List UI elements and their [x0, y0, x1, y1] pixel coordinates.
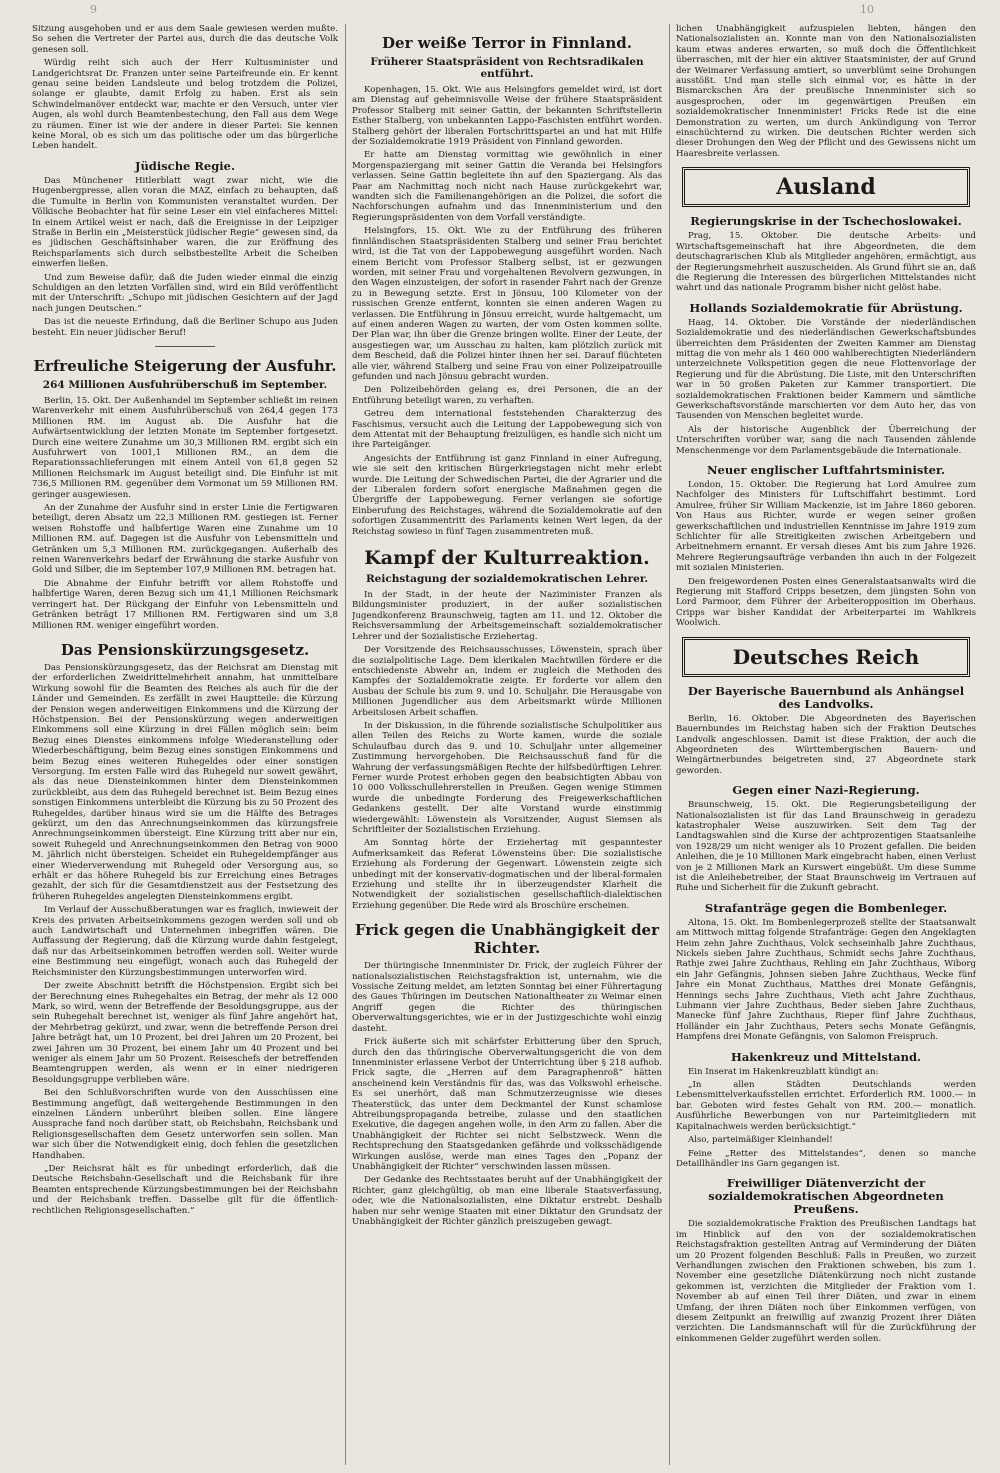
divider-rule: [155, 346, 215, 347]
article-paragraph: Der Gedanke des Rechtsstaates beruht auf der Unabhängigkeit der Richter, ganz gleichgültig, ob man eine liberale Staatsverfassung, oder, wie die Nationalsozialisten, eine Diktatur erstrebt. Deshalb haben nur sehr wenige Staaten mit einer Diktatur den Grundsatz der Unabhängigkeit der Richter gänzlich preiszugeben gewagt.: [352, 1175, 662, 1227]
article-paragraph: lichen Unabhängigkeit aufzuspielen liebten, hängen den Nationalsozialisten an. Konnte man von den Nationalsozialisten kaum etwas anderes erwarten, so muß doch die Öffentlichkeit überraschen, mit der hier ein aktiver Staatsminister, der auf Grund der Weimarer Verfassung amtiert, so unverblümt seine Drohungen ausstößt. Und man stelle sich einmal vor, es hätte in der Bismarckschen Ära der preußische Innenminister sich so ausgesprochen, oder im gegenwärtigen Preußen ein sozialdemokratischer Innenminister! Fricks Rede ist die eine Demonstration zu werten, um durch Ankündigung von Terror einschüchternd zu wirken. Die deutschen Richter werden sich dieser Drohungen den Weg der Pflicht und des Gewissens nicht um Haaresbreite verlassen.: [676, 24, 976, 159]
column-3: [676, 24, 976, 1465]
article-paragraph: Am Sonntag hörte der Erziehertag mit gespanntester Aufmerksamkeit das Referat Löwensteins über: Die sozialistische Erziehung als Forderung der Gegenwart. Löwenstein zeigte sich unbedingt mit der konservativ-dogmatischen und der liberal-formalen Erziehung und stellte ihr in überzeugendster Klarheit die Notwendigkeit der sozialistischen gesellschaftlich-dialektischen Erziehung gegenüber. Die Rede wird als Broschüre erscheinen.: [352, 838, 662, 911]
article-paragraph: Als der historische Augenblick der Überreichung der Unterschriften vorüber war, sang die nach Tausenden zählende Menschenmenge vor dem Parlamentsgebäude die Internationale.: [676, 424, 976, 456]
article-paragraph: Den freigewordenen Posten eines Generalstaatsanwalts wird die Regierung mit Stafford Cripps besetzen, dem jüngsten Sohn von Lord Parmoor, dem Führer der Arbeiteropposition im Oberhaus. Cripps war bisher Kandidat der Arbeiterpartei im Wahlkreis Woolwich.: [676, 576, 976, 629]
article-paragraph: Er hatte am Dienstag vormittag wie gewöhnlich in einer Morgenspaziergang mit seiner Gattin die Veranda bei Helsingfors verlassen. Seine Gattin begleitete ihn auf den Spaziergang. Als das Paar am Nachmittag noch nicht nach Hause zurückgekehrt war, wandten sich die Familienangehörigen an die Polizei, die sofort die Nachforschungen aufnahm und das Innenministerium und den Regierungspräsidenten von dem Vorfall verständigte.: [352, 150, 662, 223]
headline-pension: Das Pensionskürzungsgesetz.: [60, 640, 310, 659]
article-paragraph: Prag, 15. Oktober. Die deutsche Arbeits- und Wirtschaftsgemeinschaft hat ihre Abgeordneten, die dem deutschagrarischen Klub als Mitglieder angehören, ermächtigt, aus der Regierungsmehrheit auszuscheiden. Als Grund führt sie an, daß die Regierung die Interessen des bürgerlichen Mittelstandes nicht wahrt und das nationale Programm bisher nicht gelöst habe.: [676, 231, 976, 294]
column-2: [352, 24, 662, 1465]
article-paragraph: In der Stadt, in der heute der Naziminister Franzen als Bildungsminister produziert, in der außer sozialistischen Jugendkonferenz Braunschweig, tagten am 11. und 12. Oktober die Reichsversammlung der Arbeitsgemeinschaft sozialdemokratischer Lehrer und der Sozialistische Erziehertag.: [352, 590, 662, 642]
article-paragraph: Würdig reiht sich auch der Herr Kultusminister und Landgerichtsrat Dr. Franzen unter seine Parteifreunde ein. Er kennt genau seine beiden Landsleute und belog trotzdem die Polizei, solange er glaubte, damit Erfolg zu haben. Erst als sein Schwindelmanöver entdeckt war, machte er den Versuch, unter vier Augen, als wohl durch Beamtenbestechung, den Fall aus dem Wege zu räumen. Einer ist wie der andere in dieser Partei: Sie kennen keine Moral, ob es sich um das politische oder um das bürgerliche Leben handelt.: [32, 58, 338, 152]
article-paragraph: Berlin, 15. Okt. Der Außenhandel im September schließt im reinen Warenverkehr mit einem Ausfuhrüberschuß von 264,4 gegen 173 Millionen RM. im August ab. Die Ausfuhr hat die Aufwärtsentwicklung der letzten Monate im September fortgesetzt. Durch eine weitere Zunahme um 30,3 Millionen RM. ergibt sich ein Ausfuhrwert von 1001,1 Millionen RM., an dem die Reparationssachlieferungen mit einem Anteil von 61,8 gegen 52 Millionen Reichsmark im August beteiligt sind. Die Einfuhr ist mit 736,5 Millionen RM. gegenüber dem Vormonat um 59 Millionen RM. geringer ausgewiesen.: [32, 395, 338, 500]
article-paragraph: „Der Reichsrat hält es für unbedingt erforderlich, daß die Deutsche Reichsbahn-Gesellschaft und die Reichsbank für ihre Beamten entsprechende Kürzungsbestimmungen bei der Reichsbahn und der Reichsbank treffen. Dasselbe gilt für die öffentlich-rechtlichen Religionsgesellschaften.“: [32, 1164, 338, 1216]
article-paragraph: Den Polizeibehörden gelang es, drei Personen, die an der Entführung beteiligt waren, zu verhaften.: [352, 385, 662, 406]
masthead: [0, 0, 1000, 22]
article-paragraph: Feine „Retter des Mittelstandes“, denen so manche Detaillhändler ins Garn gegangen ist.: [676, 1148, 976, 1169]
headline-hakenkreuz: Hakenkreuz und Mittelstand.: [730, 1049, 922, 1064]
headline-england: Neuer englischer Luftfahrtsminister.: [707, 463, 945, 477]
headline-ausfuhr: Erfreuliche Steigerung der Ausfuhr.: [33, 356, 337, 375]
section-header-ausland: Ausland: [682, 167, 970, 207]
article-paragraph: Das Pensionskürzungsgesetz, das der Reichsrat am Dienstag mit der erforderlichen Zweidrittelmehrheit annahm, hat unmittelbare Wirkung sowohl für die Beamten des Reiches als auch für die der Länder und Gemeinden. Es zerfällt in zwei Hauptteile: die Kürzung der Pension wegen anderweitigen Einkommens und die Kürzung der Höchstpension. Bei der Pensionskürzung wegen anderweitigen Einkommens soll eine Kürzung in drei Fällen möglich sein: beim Bezug eines Dienstes einkommens infolge Wiederanstellung oder Wiederbeschäftigung, beim Bezug eines sonstigen Einkommens und beim Bezug eines weiteren Ruhegeldes oder einer sonstigen Versorgung. Im ersten Falle wird das Ruhegeld nur soweit gewährt, als das neue Diensteinkommen hinter dem Diensteinkommen zurückbleibt, aus dem das Ruhegeld berechnet ist. Beim Bezug eines sonstigen Einkommens unterbleibt die Kürzung bis zu 50 Prozent des Ruhegeldes, darüber hinaus wird sie um die Hälfte des Betrages gekürzt, um den das Anrechnungseinkommen das kürzungsfreie Anrechnungseinkommen übersteigt. Eine Kürzung tritt aber nur ein, soweit Ruhegeld und Anrechnungseinkommen den Betrag von 9000 M. jährlich nicht übersteigen. Scheidet ein Ruhegeldempfänger aus einer Wiederverwendung mit Ruhegeld oder Versorgung aus, so erhält er das höhere Ruhegeld bis zur Erreichung eines Betrages gezahlt, der sich für die Gesamtdienstzeit aus der Festsetzung des früheren Ruhegeldes angelegten Diensteinkommens ergibt.: [32, 662, 338, 902]
subheadline-terror: Früherer Staatspräsident von Rechtsradikalen entführt.: [370, 56, 644, 80]
article-paragraph: Also, parteimäßiger Kleinhandel!: [688, 1135, 833, 1146]
section-header-deutsches-reich: Deutsches Reich: [682, 637, 970, 677]
article-paragraph: Angesichts der Entführung ist ganz Finnland in einer Aufregung, wie sie seit den kritischen Bürgerkriegstagen nicht mehr erlebt wurde. Die Leitung der Schwedischen Partei, die der Agrarier und die der Liberalen fordern sofort energische Maßnahmen gegen die Übergriffe der Lappobewegung. Ferner verlangen sie sofortige Einberufung des Reichstages, während die Sozialdemokratie auf den sofortigen Zusammentritt des Parlaments keinen Wert legen, da der Reichstag sowieso in fünf Tagen zusammentreten muß.: [352, 453, 662, 537]
article-paragraph: Der zweite Abschnitt betrifft die Höchstpension. Ergibt sich bei der Berechnung eines Ruhegehaltes ein Betrag, der mehr als 12 000 Mark, so wird, wenn der Betreffende der Besoldungsgruppe, aus der sein Ruhegehalt berechnet ist, weniger als fünf Jahre angehört hat, der Mehrbetrag gekürzt, und zwar, wenn die betreffende Person drei Jahre beträgt hat, um 10 Prozent, bei drei Jahren um 20 Prozent, bei zwei Jahren um 30 Prozent, bei einem Jahr um 40 Prozent und bei weniger als einem Jahr um 50 Prozent. Reiseschefs der betreffenden Beamtengruppen werden, als wenn er in einer niedrigeren Besoldungsgruppe verblieben wäre.: [32, 981, 338, 1085]
article-paragraph: Das Münchener Hitlerblatt wagt zwar nicht, wie die Hugenbergpresse, allen voran die MAZ, einfach zu behaupten, daß die Tumulte in Berlin von Kommunisten veranstaltet wurden. Der Völkische Beobachter hat für seine Leser ein viel einfacheres Mittel: In einem Artikel weist er nach, daß die Ereignisse in der Leipziger Straße in Berlin ein „Meisterstück jüdischer Regie“ gewesen sind, da es jüdischen Geschäftsinhaber waren, die zur Eröffnung des Reichsparlaments sich durch selbstbestellte Arbeit die Scheiben einwerfen ließen.: [32, 175, 338, 270]
headline-frick: Frick gegen die Unabhängigkeit der Richter.: [355, 921, 659, 958]
headline-juedische-regie: Jüdische Regie.: [135, 158, 235, 173]
article-paragraph: Die Abnahme der Einfuhr betrifft vor allem Rohstoffe und halbfertige Waren, deren Bezug sich um 41,1 Millionen Reichsmark verringert hat. Der Rückgang der Einfuhr von Lebensmitteln und Getränken beträgt 17 Millionen RM. Fertigwaren sind um 3,8 Millionen RM. weniger eingeführt worden.: [32, 578, 338, 631]
column-1: [32, 24, 338, 1465]
article-paragraph: Der thüringische Innenminister Dr. Frick, der zugleich Führer der nationalsozialistischen Reichstagsfraktion ist, unternahm, wie die Vossische Zeitung meldet, am letzten Sonntag bei einer Führertagung des Gaues Thüringen im Deutschen Nationaltheater zu Weimar einen Angriff gegen die Richter des thüringischen Oberverwaltungsgerichtes, wie er in der Justizgeschichte wohl einzig dasteht.: [352, 961, 662, 1034]
article-paragraph: Das ist die neueste Erfindung, daß die Berliner Schupo aus Juden besteht. Ein neuer jüdischer Beruf!: [32, 317, 338, 338]
article-paragraph: Kopenhagen, 15. Okt. Wie aus Helsingfors gemeldet wird, ist dort am Dienstag auf geheimnisvolle Weise der frühere Staatspräsident Professor Stalberg mit seiner Gattin, der bekannten Schriftstellerin Esther Stalberg, von unbekannten Lappo-Faschisten entführt worden. Stalberg gehört der liberalen Fortschrittspartei an und hat mit Hilfe der Sozialdemokratie 1919 Präsident von Finnland geworden.: [352, 85, 662, 148]
article-paragraph: Ein Inserat im Hakenkreuzblatt kündigt an:: [688, 1066, 879, 1077]
subheadline-kulturreaktion: Reichstagung der sozialdemokratischen Lehrer.: [365, 573, 649, 586]
headline-terror: Der weiße Terror in Finnland.: [382, 34, 632, 52]
headline-diaetenverzicht: Freiwilliger Diätenverzicht der sozialdemokratischen Abgeordneten Preußens.: [708, 1176, 944, 1217]
article-paragraph: Bei den Schlußvorschriften wurde von den Ausschüssen eine Bestimmung angefügt, daß weitergehende Bestimmungen in den einzelnen Ländern unberührt bleiben sollen. Eine längere Aussprache fand noch darüber statt, ob Reichsbahn, Reichsbank und Religionsgesellschaften dem Gesetz unterworfen sein sollen. Man war sich über die Notwendigkeit einig, doch fehlen die gesetzlichen Handhaben.: [32, 1088, 338, 1161]
column-divider: [345, 24, 346, 1465]
article-paragraph: Helsingfors, 15. Okt. Wie zu der Entführung des früheren finnländischen Staatspräsidenten Stalberg und seiner Frau berichtet wird, ist die Tat von der Lappobewegung ausgeführt worden. Nach einem Bericht vom Professor Stalberg selbst, ist er gezwungen worden, mit seiner Frau und vorgehaltenen Revolvern gezwungen, in den Wagen einzusteigen, der sofort in rasender Fahrt nach der Grenze zu in Bewegung setzte. Erst in Jönsuu, 100 Kilometer von der russischen Grenze entfernt, konnten sie einen anderen Wagen zu verlassen. Die Entführung in Jönsuu erreicht, wurde haltgemacht, um auf einen anderen Wagen zu warten, der vom Osten kommen sollte. Der Plan war, ihn über die Grenze bringen wollte. Einer der Leute, der ausgestiegen war, um Ausschau zu halten, kam plötzlich zurück mit dem Bescheid, daß die Polizei hinter ihnen her sei. Darauf flüchteten alle vier, während Stalberg und seine Frau von einer Polizeipatrouille gefunden und nach Jönsuu gebracht wurden.: [352, 226, 662, 382]
subheadline-ausfuhr: 264 Millionen Ausfuhrüberschuß im September.: [42, 378, 328, 391]
article-paragraph: Haag, 14. Oktober. Die Vorstände der niederländischen Sozialdemokratie und des niederländischen Gewerkschaftsbundes überreichten dem Präsidenten der Zweiten Kammer am Dienstag mittag die von mehr als 1 460 000 wahlberechtigten Niederländern unterzeichnete Volkspetition gegen die neue Flottenvorlage der Regierung und für die Abrüstung. Die Liste, mit den Unterschriften war in 50 großen Paketen zur Kammer transportiert. Die sozialdemokratischen Fraktionen beider Kammern und sämtliche Gewerkschaftsvorstände marschierten vor dem Auto her, das von Tausenden von Menschen begleitet wurde.: [676, 317, 976, 422]
masthead-right: 10: [860, 3, 874, 16]
headline-tschechoslowakei: Regierungskrise in der Tschechoslowakei.: [690, 214, 962, 229]
headline-bauernbund: Der Bayerische Bauernbund als Anhängsel des Landvolks.: [687, 683, 965, 711]
article-paragraph: Im Verlauf der Ausschußberatungen war es fraglich, inwieweit der Kreis des privaten Arbeitseinkommens gezogen werden soll und ob auch Landwirtschaft und Unternehmen inbegriffen wären. Die Auffassung der Regierung, daß die Kürzung wurde dahin festgelegt, daß nur das Arbeitseinkommen betroffen werden soll. Weiter wurde eine Bestimmung neu eingefügt, wonach auch das Ruhegeld der Reichsminister den Kürzungsbestimmungen unterworfen wird.: [32, 905, 338, 978]
headline-holland: Hollands Sozialdemokratie für Abrüstung.: [689, 300, 963, 315]
article-paragraph: Sitzung ausgehoben und er aus dem Saale gewiesen werden mußte. So sehen die Vertreter der Partei aus, durch die das deutsche Volk genesen soll.: [32, 24, 338, 55]
article-paragraph: Die sozialdemokratische Fraktion des Preußischen Landtags hat im Hinblick auf den von der sozialdemokratischen Reichstagsfraktion gestellten Antrag auf Verminderung der Diäten um 20 Prozent folgenden Beschluß: Falls in Preußen, wo zurzeit Verhandlungen zwischen den Fraktionen schweben, bis zum 1. November eine gesetzliche Diätenkürzung noch nicht zustande gekommen ist, verzichten die Mitglieder der Fraktion vom 1. November ab auf einen Teil ihrer Diäten, und zwar in einem Umfang, der ihren Diäten noch über Einkommen verfügen, von diesem Zeitpunkt an freiwillig auf zwanzig Prozent ihrer Diäten verzichten. Die Landsmannschaft will für die Zurückführung der einkommenen Gelder zugeführt werden sollen.: [676, 1219, 976, 1344]
article-paragraph: In der Diskussion, in die führende sozialistische Schulpolitiker aus allen Teilen des Reichs zu Worte kamen, wurde die soziale Schulaufbau durch das 9. und 10. Schuljahr unter allgemeiner Zustimmung hervorgehoben. Die Reichsausschuß fand für die Wahrung der verfassungsmäßigen Rechte der hilfsbedürftigen Lehrer. Ferner wurde Protest erhoben gegen den beabsichtigten Abbau von 10 000 Volksschullehrerstellen in Preußen. Gegen wenige Stimmen wurde die unbedingte Forderung des Freigewerkschaftlichen Gedankens gestellt. Der alte Vorstand wurde einstimmig wiedergewählt: Löwenstein als Vorsitzender, August Siemsen als Schriftleiter der Sozialistischen Erziehung.: [352, 720, 662, 835]
headline-kulturreaktion: Kampf der Kulturreaktion.: [364, 547, 650, 570]
article-paragraph: Der Vorsitzende des Reichsausschusses, Löwenstein, sprach über die sozialpolitische Lage. Dem klerikalen Machtwillen fördere er die entschiedenste Abwehr an, indem er zugleich die Methoden des Kampfes der Sozialdemokratie zeigte. Er forderte vor allem den Ausbau der Schule bis zum 9. und 10. Schuljahr. Die Herausgabe von Millionen Jugendlicher aus dem Arbeitsmarkt würde Millionen Arbeitslosen Arbeit schaffen.: [352, 645, 662, 718]
article-paragraph: Berlin, 16. Oktober. Die Abgeordneten des Bayerischen Bauernbundes im Reichstag haben sich der Fraktion Deutsches Landvolk angeschlossen. Damit ist diese Fraktion, der auch die Abgeordneten des Württembergischen Bauern- und Weingärtnerbundes beigetreten sind, 27 Abgeordnete stark geworden.: [676, 713, 976, 776]
article-paragraph: Braunschweig, 15. Okt. Die Regierungsbeteiligung der Nationalsozialisten ist für das Land Braunschweig in geradezu katastrophaler Weise auszuwirken. Seit dem Tag der Landtagswahlen sind die Kurse der achtprozentigen Staatsanleihe von 1928/29 um nicht weniger als 10 Prozent gefallen. Die beiden Anleihen, die je 10 Millionen Mark eingebracht haben, einen Verlust von je 2 Millionen Mark an Kurswert eingebüßt. Um diese Summe ist die Anleihebetreiber, der Staat Braunschweig im Vertrauen auf Ruhe und Sicherheit für die Zukunft gebracht.: [676, 800, 976, 894]
article-paragraph: „In allen Städten Deutschlands werden Lebensmittelverkaufsstellen errichtet. Erforderlich RM. 1000.— in bar. Geboten wird festes Gehalt von RM. 200.— monatlich. Ausführliche Bewerbungen von nur Parteimitgliedern mit Kapitalnachweis werden berücksichtigt.“: [676, 1080, 976, 1132]
article-paragraph: Getreu dem international feststehenden Charakterzug des Faschismus, versucht auch die Leitung der Lappobewegung sich von dem Attentat mit der Behauptung freizulügen, es handle sich nicht um ihre Parteigänger.: [352, 409, 662, 451]
masthead-left: 9: [90, 3, 97, 16]
article-paragraph: Und zum Beweise dafür, daß die Juden wieder einmal die einzig Schuldigen an den letzten Vorfällen sind, wird ein Bild veröffentlicht mit der Unterschrift: „Schupo mit jüdischen Gesichtern auf der Jagd nach jungen Deutschen.“: [32, 272, 338, 314]
article-paragraph: London, 15. Oktober. Die Regierung hat Lord Amulree zum Nachfolger des Ministers für Luftschiffahrt bestimmt. Lord Amulree, früher Sir William Mackenzie, ist im Jahre 1860 geboren. Von Haus aus Richter, wurde er wegen seiner großen gewerkschaftlichen und industriellen Kenntnisse im Jahre 1919 zum Schlichter für alle Streitigkeiten zwischen Arbeitgebern und Arbeitnehmern ernannt. Er versah dieses Amt bis zum Jahre 1926. Mehrere Regierungsaufträge verbanden ihn auch in der Folgezeit mit sozialen Ministerien.: [676, 480, 976, 574]
article-paragraph: Altona, 15. Okt. Im Bombenlegerprozeß stellte der Staatsanwalt am Mittwoch mittag folgende Strafanträge: Gegen den Angeklagten Heim zehn Jahre Zuchthaus, Volck sechseinhalb Jahre Zuchthaus, Nickels sieben Jahre Zuchthaus, Schmidt sechs Jahre Zuchthaus, Rathje zwei Jahre Zuchthaus, Rehling ein Jahr Zuchthaus, Wiborg ein Jahr Gefängnis, Johnsen sieben Jahre Zuchthaus, Wecke fünf Jahre ein Monat Zuchthaus, Matthes drei Monate Gefängnis, Hennings sechs Jahre Zuchthaus, Vieth acht Jahre Zuchthaus, Luhmann vier Jahre Zuchthaus, Beder sieben Jahre Zuchthaus, Manecke fünf Jahre Zuchthaus, Rieper fünf Jahre Zuchthaus, Holländer ein Jahr Zuchthaus, Peters sechs Monate Gefängnis, Hampfens drei Monate Gefängnis, von Salomon Freispruch.: [676, 917, 976, 1043]
headline-nazi-regierung: Gegen einer Nazi-Regierung.: [732, 783, 920, 798]
article-paragraph: Frick äußerte sich mit schärfster Erbitterung über den Spruch, durch den das thüringische Oberverwaltungsgericht die von dem Innenminister erlassene Verbot der Unterrichtung über § 218 aufhob. Frick sagte, die „Herren auf dem Paragraphenroß“ hätten anscheinend kein Verständnis für das, was das Volkswohl erheische. Es sei unerhört, daß man Schmutzerzeugnisse wie dieses Theaterstück, das unter dem Deckmantel der Kunst schamlose Abtreibungspropaganda betreibe, zulasse und den staatlichen Exekutive, die dagegen angehen wolle, in den Arm zu fallen. Aber die Unabhängigkeit der Richter sei nicht Selbstzweck. Wenn die Rechtsprechung den Staatsgedanken gefährde und volksschädigende Wirkungen auslöse, werde man eines Tages den „Popanz der Unabhängigkeit der Richter“ verschwinden lassen müssen.: [352, 1037, 662, 1172]
headline-bombenleger: Strafanträge gegen die Bombenleger.: [704, 900, 948, 915]
column-divider: [669, 24, 670, 1465]
article-paragraph: An der Zunahme der Ausfuhr sind in erster Linie die Fertigwaren beteiligt, deren Absatz um 22,3 Millionen RM. gestiegen ist. Ferner weisen Rohstoffe und halbfertige Waren eine Zunahme um 10 Millionen RM. auf. Dagegen ist die Ausfuhr von Lebensmitteln und Getränken um 5,3 Millionen RM. zurückgegangen. Außerhalb des reinen Warenverkehrs bedarf der Erwähnung die starke Ausfuhr von Gold und Silber, die im September 107,9 Millionen RM. betragen hat.: [32, 503, 338, 576]
